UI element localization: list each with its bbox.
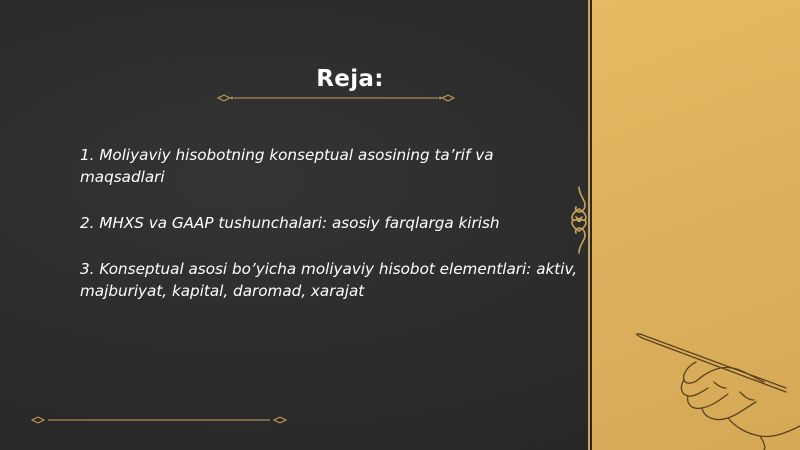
agenda-item-1: 1. Moliyaviy hisobotning konseptual asosining ta’rif va maqsadlari <box>80 146 494 186</box>
agenda-list <box>80 144 580 326</box>
agenda-item-2: 2. MHXS va GAAP tushunchalari: asosiy farqlarga kirish <box>80 214 500 232</box>
ornamental-divider-icon <box>216 92 456 104</box>
slide-title: Reja: <box>316 66 384 92</box>
scroll-flourish-icon <box>564 185 594 255</box>
ornamental-divider-icon <box>30 414 288 426</box>
agenda-item-3: 3. Konseptual asosi bo’yicha moliyaviy hisobot elementlari: aktiv, majburiyat, kapital, daromad, xarajat <box>80 260 578 300</box>
hand-writing-pen-icon <box>636 322 800 450</box>
